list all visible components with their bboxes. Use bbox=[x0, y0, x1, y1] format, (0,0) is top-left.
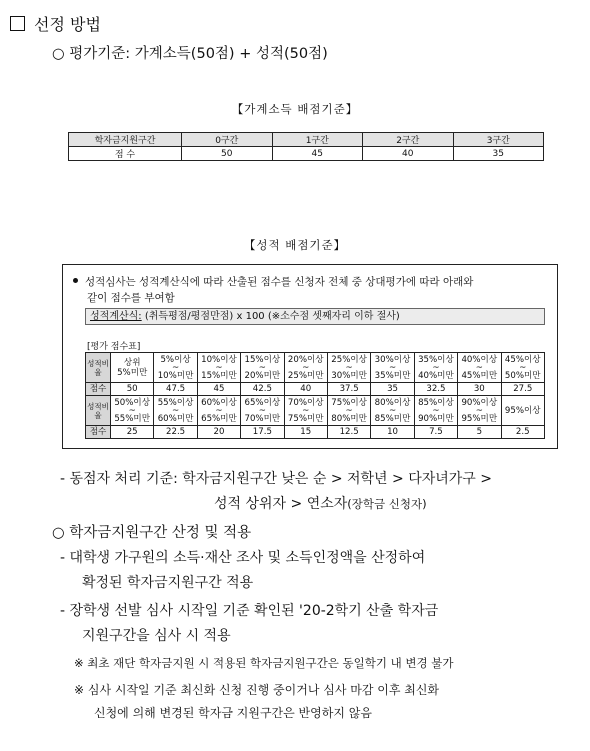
range-cell: 55%이상 ~ 60%미만 bbox=[154, 396, 197, 426]
range-cell: 85%이상 ~ 90%미만 bbox=[414, 396, 457, 426]
grade-formula bbox=[85, 308, 545, 325]
income-table-header-row bbox=[69, 133, 544, 147]
section-title bbox=[10, 12, 101, 35]
range-cell: 45%이상 ~ 50%미만 bbox=[501, 353, 544, 383]
income-table-caption: 【가계소득 배점기준】 bbox=[231, 102, 359, 116]
range-cell: 50%이상 ~ 55%미만 bbox=[111, 396, 154, 426]
empty-square-icon bbox=[10, 16, 25, 31]
income-score-table bbox=[68, 132, 544, 161]
bracket-item2-line2: 지원구간을 심사 시 적용 bbox=[82, 628, 231, 644]
grade-intro-text: 성적심사는 성적계산식에 따라 산출된 점수를 신청자 전체 중 상대평가에 따라 아래와 bbox=[85, 276, 474, 288]
bracket-score: 35 bbox=[453, 147, 544, 161]
bracket-item1-line2: 확정된 학자금지원구간 적용 bbox=[82, 575, 254, 591]
score-cell: 35 bbox=[371, 383, 414, 396]
score-cell: 50 bbox=[111, 383, 154, 396]
grade-score-row bbox=[86, 383, 545, 396]
note-2-line2: 신청에 의해 변경된 학자금 지원구간은 반영하지 않음 bbox=[94, 706, 372, 720]
range-cell: 65%이상 ~ 70%미만 bbox=[241, 396, 284, 426]
grade-intro-line1 bbox=[73, 274, 473, 289]
range-cell: 상위 5%미만 bbox=[111, 353, 154, 383]
bracket-section-title: ○ 학자금지원구간 산정 및 적용 bbox=[52, 525, 252, 541]
range-cell: 5%이상 ~ 10%미만 bbox=[154, 353, 197, 383]
note-2-line1: ※ 심사 시작일 기준 최신화 신청 진행 중이거나 심사 마감 이후 최신화 bbox=[74, 683, 439, 697]
score-cell: 25 bbox=[111, 426, 154, 439]
bracket-item1-line1: - 대학생 가구원의 소득·재산 조사 및 소득인정액을 산정하여 bbox=[60, 550, 426, 566]
bracket-header: 1구간 bbox=[272, 133, 363, 147]
bracket-score: 40 bbox=[363, 147, 454, 161]
section-title-text: 선정 방법 bbox=[34, 15, 101, 34]
note-1: ※ 최초 재단 학자금지원 시 적용된 학자금지원구간은 동일학기 내 변경 불가 bbox=[74, 656, 454, 670]
range-cell: 70%이상 ~ 75%미만 bbox=[284, 396, 327, 426]
score-label: 점 수 bbox=[69, 147, 182, 161]
range-cell: 60%이상 ~ 65%미만 bbox=[197, 396, 240, 426]
grade-score-table bbox=[85, 352, 545, 439]
tiebreak-line2-note: (장학금 신청자) bbox=[347, 497, 427, 511]
score-cell: 32.5 bbox=[414, 383, 457, 396]
range-cell: 90%이상 ~ 95%미만 bbox=[458, 396, 501, 426]
range-cell: 15%이상 ~ 20%미만 bbox=[241, 353, 284, 383]
bracket-score: 45 bbox=[272, 147, 363, 161]
score-cell: 5 bbox=[458, 426, 501, 439]
range-cell: 40%이상 ~ 45%미만 bbox=[458, 353, 501, 383]
tiebreak-line1: - 동점자 처리 기준: 학자금지원구간 낮은 순 > 저학년 > 다자녀가구 > bbox=[60, 471, 493, 487]
bracket-score: 50 bbox=[182, 147, 273, 161]
score-cell: 47.5 bbox=[154, 383, 197, 396]
score-cell: 30 bbox=[458, 383, 501, 396]
formula-label: 성적계산식: bbox=[90, 311, 142, 322]
score-table-label: [평가 점수표] bbox=[87, 342, 141, 352]
range-cell: 75%이상 ~ 80%미만 bbox=[327, 396, 370, 426]
grade-range-row bbox=[86, 353, 545, 383]
bracket-header: 0구간 bbox=[182, 133, 273, 147]
range-cell: 30%이상 ~ 35%미만 bbox=[371, 353, 414, 383]
score-cell: 12.5 bbox=[327, 426, 370, 439]
score-cell: 7.5 bbox=[414, 426, 457, 439]
range-cell: 20%이상 ~ 25%미만 bbox=[284, 353, 327, 383]
income-table-score-row bbox=[69, 147, 544, 161]
score-cell: 17.5 bbox=[241, 426, 284, 439]
score-row-label: 점수 bbox=[86, 426, 111, 439]
score-cell: 22.5 bbox=[154, 426, 197, 439]
score-cell: 42.5 bbox=[241, 383, 284, 396]
score-cell: 37.5 bbox=[327, 383, 370, 396]
score-cell: 27.5 bbox=[501, 383, 544, 396]
grade-criteria-box bbox=[62, 264, 558, 449]
tiebreak-line2-text: 성적 상위자 > 연소자 bbox=[214, 496, 348, 512]
evaluation-criteria: ○ 평가기준: 가계소득(50점) + 성적(50점) bbox=[52, 46, 328, 62]
score-cell: 45 bbox=[197, 383, 240, 396]
grade-range-row bbox=[86, 396, 545, 426]
range-cell: 95%이상 bbox=[501, 396, 544, 426]
rank-ratio-label: 성적비율 bbox=[86, 396, 111, 426]
score-cell: 40 bbox=[284, 383, 327, 396]
range-cell: 25%이상 ~ 30%미만 bbox=[327, 353, 370, 383]
score-row-label: 점수 bbox=[86, 383, 111, 396]
range-cell: 10%이상 ~ 15%미만 bbox=[197, 353, 240, 383]
rank-ratio-label: 성적비율 bbox=[86, 353, 111, 383]
range-cell: 80%이상 ~ 85%미만 bbox=[371, 396, 414, 426]
score-cell: 15 bbox=[284, 426, 327, 439]
bracket-header: 3구간 bbox=[453, 133, 544, 147]
bullet-dot-icon bbox=[73, 278, 78, 283]
bracket-header-label: 학자금지원구간 bbox=[69, 133, 182, 147]
formula-text: (취득평점/평점만점) x 100 (※소수점 셋째자리 이하 절사) bbox=[141, 311, 400, 322]
range-cell: 35%이상 ~ 40%미만 bbox=[414, 353, 457, 383]
bracket-header: 2구간 bbox=[363, 133, 454, 147]
grade-table-caption: 【성적 배점기준】 bbox=[243, 238, 347, 252]
score-cell: 10 bbox=[371, 426, 414, 439]
score-cell: 20 bbox=[197, 426, 240, 439]
bracket-item2-line1: - 장학생 선발 심사 시작일 기준 확인된 '20-2학기 산출 학자금 bbox=[60, 603, 439, 619]
score-cell: 2.5 bbox=[501, 426, 544, 439]
tiebreak-line2 bbox=[214, 493, 427, 513]
grade-intro-line2: 같이 점수를 부여함 bbox=[87, 292, 175, 304]
grade-score-row bbox=[86, 426, 545, 439]
